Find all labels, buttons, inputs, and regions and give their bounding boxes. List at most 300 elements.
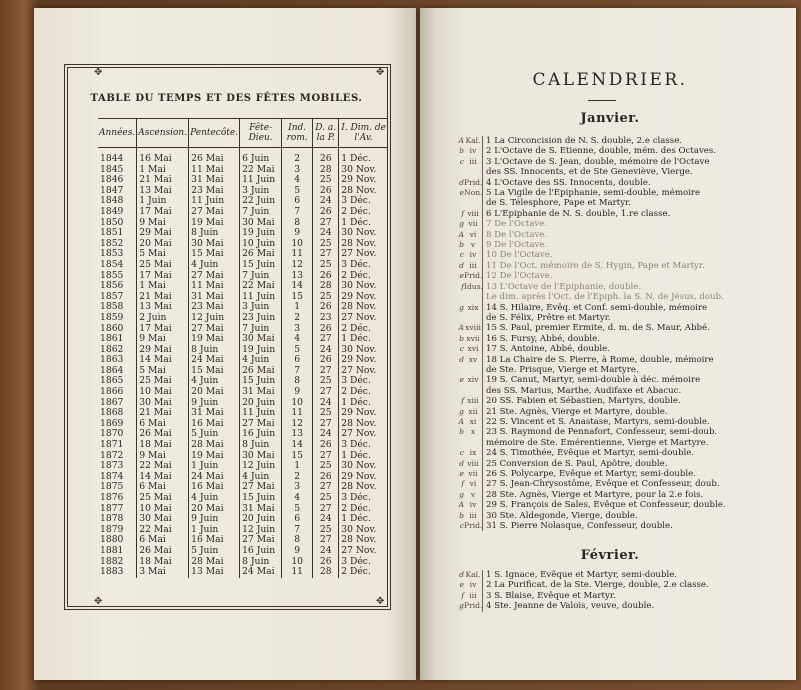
table-cell: 9 Mai (137, 334, 189, 345)
entry-text: 5 La Vigile de l'Épiphanie, semi-double, mémoire (486, 188, 701, 199)
table-cell: 30 Mai (240, 334, 282, 345)
calendar-entry (450, 479, 771, 489)
table-cell: 27 Mai (189, 207, 240, 218)
entry-text: 27 S. Jean-Chrysostôme, Évêque et Confesseur, doub. (486, 479, 720, 490)
column-header: D. a. la P. (313, 119, 339, 148)
table-cell: 7 Juin (240, 207, 282, 218)
table-cell: 11 Mai (189, 165, 240, 176)
table-cell: 5 Mai (137, 249, 189, 260)
dominical-letter: c (459, 156, 464, 166)
column-header: Années. (98, 119, 137, 148)
table-cell: 28 Nov. (339, 482, 388, 493)
corner-ornament-icon: ✥ (94, 67, 103, 78)
roman-day: xiii (464, 396, 483, 406)
table-body (98, 148, 388, 578)
table-cell: 4 Juin (240, 355, 282, 366)
table-cell: 1 Déc. (339, 148, 388, 165)
dominical-letter (450, 438, 464, 448)
table-cell: 6 Mai (137, 419, 189, 430)
table-cell: 27 Mai (240, 482, 282, 493)
table-cell: 3 Déc. (339, 493, 388, 504)
roman-day (464, 313, 483, 323)
roman-day: vi (464, 479, 483, 489)
entry-text: 15 S. Paul, premier Ermite, d. m. de S. Maur, Abbé. (486, 323, 710, 334)
table-cell: 27 (313, 535, 339, 546)
table-cell: 8 Juin (240, 557, 282, 568)
roman-day: ix (464, 448, 483, 458)
table-cell: 1880 (100, 534, 124, 546)
table-cell: 1869 (100, 417, 124, 429)
table-cell: 21 Mai (137, 292, 189, 303)
table-cell: 1 (282, 302, 313, 313)
roman-day: Prid. (464, 521, 483, 531)
table-cell: 12 (282, 419, 313, 430)
table-cell: 1860 (100, 322, 124, 334)
table-cell: 26 (313, 440, 339, 451)
table-cell: 26 (313, 557, 339, 568)
table-cell: 31 Mai (189, 292, 240, 303)
table-cell: 29 Mai (137, 228, 189, 239)
dominical-letter: g (459, 406, 464, 416)
table-cell: 16 Mai (189, 535, 240, 546)
table-cell: 29 Nov. (339, 355, 388, 366)
dominical-letter (450, 167, 464, 177)
table-cell: 24 Mai (189, 355, 240, 366)
table-cell: 11 Juin (240, 408, 282, 419)
table-cell: 2 (282, 148, 313, 165)
table-cell: 24 (313, 196, 339, 207)
corner-ornament-icon: ✥ (376, 596, 385, 607)
entry-text: des SS. Innocents, et de Ste Geneviève, Vierge. (486, 167, 693, 178)
calendar-entry (450, 178, 771, 188)
entry-text: 14 S. Hilaire, Évêq. et Conf. semi-double, mémoire (486, 302, 708, 313)
entry-text: 7 De l'Octave. (486, 219, 548, 230)
dominical-letter: g (459, 601, 464, 611)
table-cell: 3 (282, 165, 313, 176)
table-cell: 10 Juin (240, 239, 282, 250)
dominical-letter: b (459, 240, 464, 250)
table-cell: 25 (313, 525, 339, 536)
table-cell: 25 (313, 239, 339, 250)
table-cell: 27 (313, 504, 339, 515)
table-cell: 30 Nov. (339, 281, 388, 292)
table-cell: 1872 (100, 449, 124, 461)
table-cell: 24 (313, 546, 339, 557)
table-cell: 28 Nov. (339, 535, 388, 546)
table-cell: 22 Mai (240, 165, 282, 176)
table-cell: 16 Juin (240, 546, 282, 557)
table-cell: 10 (282, 557, 313, 568)
roman-day (464, 365, 483, 375)
table-cell: 25 Mai (137, 260, 189, 271)
calendar-entry (450, 365, 771, 375)
entry-text: 2 L'Octave de S. Étienne, double, mém. des Octaves. (486, 146, 717, 157)
table-cell: 9 Mai (137, 218, 189, 229)
dominical-letter: A (458, 500, 464, 510)
entry-text: 10 De l'Octave. (486, 250, 553, 261)
entry-text: 30 Ste. Aldegonde, Vierge, double. (486, 510, 638, 521)
table-cell: 28 Mai (189, 557, 240, 568)
table-cell: 31 Mai (189, 175, 240, 186)
table-cell: 7 (282, 207, 313, 218)
table-cell: 27 Mai (240, 535, 282, 546)
dominical-letter: A (458, 323, 464, 333)
table-cell: 1883 (100, 566, 124, 578)
table-cell: 1 Déc. (339, 514, 388, 525)
roman-day: iii (464, 591, 483, 601)
table-row (98, 546, 388, 557)
table-cell: 1848 (100, 195, 124, 207)
table-cell: 15 Juin (240, 493, 282, 504)
table-cell: 22 Mai (137, 461, 189, 472)
table-cell: 1850 (100, 216, 124, 228)
table-cell: 26 (313, 472, 339, 483)
roman-day: xi (464, 417, 483, 427)
table-cell: 25 (313, 408, 339, 419)
table-cell: 2 Déc. (339, 207, 388, 218)
calendar-entry (450, 282, 771, 292)
dominical-letter: d (459, 458, 464, 468)
roman-day (464, 292, 483, 302)
table-cell: 8 Juin (240, 440, 282, 451)
table-row (98, 148, 388, 165)
calendar-entry (450, 355, 771, 365)
table-cell: 6 Mai (137, 482, 189, 493)
table-cell: 23 Mai (189, 302, 240, 313)
table-cell: 30 Mai (189, 239, 240, 250)
table-cell: 28 Nov. (339, 186, 388, 197)
calendar-entry (450, 375, 771, 385)
table-cell: 26 Mai (189, 148, 240, 165)
table-cell: 1878 (100, 513, 124, 525)
dominical-letter: e (459, 271, 464, 281)
table-cell: 8 (282, 535, 313, 546)
table-cell: 3 Déc. (339, 440, 388, 451)
table-cell: 6 Juin (240, 148, 282, 165)
table-cell: 19 Juin (240, 345, 282, 356)
table-cell: 16 Juin (240, 429, 282, 440)
table-cell: 13 (282, 429, 313, 440)
table-cell: 1853 (100, 248, 124, 260)
table-cell: 1868 (100, 407, 124, 419)
column-header: Pentecôte. (189, 119, 240, 148)
dominical-letter: d (459, 570, 464, 579)
dominical-letter: A (458, 416, 464, 426)
table-cell: 3 Déc. (339, 376, 388, 387)
table-cell: 23 (313, 313, 339, 324)
dominical-letter: b (459, 427, 464, 437)
table-cell: 20 Mai (189, 504, 240, 515)
january-entries (450, 136, 771, 531)
entry-text: 26 S. Polycarpe, Évêque et Martyr, semi-double. (486, 469, 696, 479)
calendar-entry (450, 570, 771, 580)
column-header: Fête-Dieu. (240, 119, 282, 148)
roman-day: Prid. (464, 601, 483, 611)
table-cell: 1857 (100, 290, 124, 302)
table-cell: 1 Mai (137, 281, 189, 292)
dominical-letter: f (461, 479, 464, 489)
entry-text: 23 S. Raymond de Pennafort, Confesseur, semi-doub. (486, 427, 718, 438)
table-cell: 3 Mai (137, 567, 189, 578)
calendar-entry (450, 591, 771, 601)
calendar-entry (450, 601, 771, 611)
table-cell: 9 Juin (189, 398, 240, 409)
roman-day: vii (464, 469, 483, 479)
table-cell: 1847 (100, 184, 124, 196)
table-cell: 24 (313, 429, 339, 440)
table-cell: 3 Juin (240, 302, 282, 313)
table-cell: 29 Mai (137, 345, 189, 356)
table-cell: 20 Juin (240, 514, 282, 525)
calendar-entry (450, 240, 771, 250)
table-cell: 4 Juin (240, 472, 282, 483)
table-cell: 27 (313, 419, 339, 430)
table-cell: 13 (282, 271, 313, 282)
table-cell: 2 (282, 472, 313, 483)
table-cell: 16 Mai (189, 419, 240, 430)
calendar-entry (450, 136, 771, 146)
table-cell: 27 Nov. (339, 249, 388, 260)
table-cell: 27 Mai (240, 419, 282, 430)
table-cell: 26 (313, 302, 339, 313)
roman-day: xvii (464, 334, 483, 344)
table-cell: 1851 (100, 227, 124, 239)
calendar-entry (450, 386, 771, 396)
table-cell: 10 Mai (137, 387, 189, 398)
table-cell: 1876 (100, 492, 124, 503)
table-cell: 4 (282, 334, 313, 345)
table-cell: 25 (313, 461, 339, 472)
table-cell: 1863 (100, 354, 124, 366)
table-cell: 26 (313, 355, 339, 366)
table-cell: 14 Mai (137, 472, 189, 483)
table-cell: 2 Juin (137, 313, 189, 324)
table-cell: 24 (313, 228, 339, 239)
table-cell: 26 (313, 186, 339, 197)
calendar-entry (450, 500, 771, 510)
movable-feasts-table (98, 118, 388, 578)
roman-day: xviii (464, 323, 483, 333)
table-cell: 30 Nov. (339, 345, 388, 356)
table-cell: 21 Mai (137, 175, 189, 186)
table-cell: 15 Mai (189, 366, 240, 377)
table-cell: 22 Mai (240, 281, 282, 292)
calendar-entry (450, 313, 771, 323)
calendar-entry (450, 417, 771, 427)
table-cell: 30 Nov. (339, 228, 388, 239)
table-cell: 15 (282, 451, 313, 462)
calendar-title: CALENDRIER. (532, 70, 688, 90)
table-cell: 5 (282, 186, 313, 197)
table-cell: 5 (282, 504, 313, 515)
table-cell: 3 (282, 482, 313, 493)
entry-text: 21 Ste. Agnès, Vierge et Martyre, double. (486, 406, 668, 417)
entry-text: 12 De l'Octave. (486, 271, 553, 282)
table-cell: 17 Mai (137, 207, 189, 218)
table-cell: 30 Mai (240, 218, 282, 229)
table-cell: 17 Mai (137, 324, 189, 335)
entry-text: 13 L'Octave de l'Épiphanie, double. (486, 281, 642, 292)
table-cell: 3 Déc. (339, 196, 388, 207)
table-cell: 1 (282, 461, 313, 472)
table-cell: 7 Juin (240, 271, 282, 282)
table-cell: 25 (313, 260, 339, 271)
roman-day: iii (464, 157, 483, 167)
roman-day: vii (464, 219, 483, 229)
table-cell: 7 (282, 366, 313, 377)
table-cell: 28 (313, 281, 339, 292)
entry-text: 24 S. Timothée, Évêque et Martyr, semi-double. (486, 448, 695, 459)
table-cell: 11 Mai (189, 281, 240, 292)
dominical-letter: A (458, 229, 464, 239)
roman-day (464, 386, 483, 396)
table-cell: 24 Mai (240, 567, 282, 578)
entry-text: 9 De l'Octave. (486, 240, 548, 251)
calendar-entry (450, 209, 771, 219)
calendar-entry (450, 448, 771, 458)
table-cell: 1859 (100, 311, 124, 323)
table-cell: 25 (313, 376, 339, 387)
table-cell: 28 Nov. (339, 239, 388, 250)
roman-day: xvi (464, 344, 483, 354)
table-cell: 15 (282, 292, 313, 303)
table-cell: 19 Mai (189, 451, 240, 462)
table-cell: 1873 (100, 460, 124, 472)
table-cell: 9 Juin (189, 514, 240, 525)
dominical-letter: f (461, 396, 464, 406)
entry-text: 3 L'Octave de S. Jean, double, mémoire de l'Octave (486, 156, 710, 167)
table-cell: 11 (282, 249, 313, 260)
calendar-entry (450, 407, 771, 417)
roman-day: Kal. (464, 570, 483, 580)
roman-day: xiv (464, 375, 483, 385)
entry-text: de S. Télesphore, Pape et Martyr. (486, 198, 631, 209)
table-cell: 1 Juin (137, 196, 189, 207)
table-cell: 11 Juin (189, 196, 240, 207)
dominical-letter: b (459, 146, 464, 156)
table-cell: 29 Nov. (339, 408, 388, 419)
table-cell: 3 Déc. (339, 557, 388, 568)
roman-day: xix (464, 303, 483, 313)
table-cell: 27 Mai (189, 271, 240, 282)
dominical-letter: g (459, 302, 464, 312)
entry-text: 3 S. Blaise, Évêque et Martyr. (486, 590, 616, 601)
calendar-entry (450, 250, 771, 260)
february-entries (450, 570, 771, 612)
table-cell: 3 (282, 324, 313, 335)
table-cell: 14 Mai (137, 355, 189, 366)
table-cell: 26 (313, 207, 339, 218)
dominical-letter: e (459, 469, 464, 478)
table-cell: 29 Nov. (339, 175, 388, 186)
table-cell: 28 Mai (189, 440, 240, 451)
table-cell: 1866 (100, 386, 124, 398)
table-cell: 27 Nov. (339, 546, 388, 557)
entry-text: 17 S. Antoine, Abbé, double. (486, 344, 610, 355)
table-cell: 27 Mai (189, 324, 240, 335)
table-cell: 31 Mai (240, 387, 282, 398)
table-cell: 2 Déc. (339, 271, 388, 282)
table-cell: 9 (282, 546, 313, 557)
calendar-entry (450, 188, 771, 198)
dominical-letter (450, 292, 464, 302)
calendar-entry (450, 292, 771, 302)
table-cell: 1 Juin (189, 525, 240, 536)
table-cell: 31 Mai (240, 504, 282, 515)
table-cell: 30 Nov. (339, 165, 388, 176)
table-cell: 6 (282, 514, 313, 525)
table-row (98, 493, 388, 504)
month-heading-fevrier: Février. (580, 548, 640, 563)
table-cell: 14 (282, 281, 313, 292)
table-cell: 25 (313, 292, 339, 303)
table-cell: 18 Mai (137, 557, 189, 568)
roman-day: xii (464, 407, 483, 417)
table-cell: 10 Mai (137, 504, 189, 515)
calendar-entry (450, 580, 771, 590)
roman-day: Non. (464, 188, 483, 198)
table-cell: 1844 (100, 153, 124, 164)
table-cell: 17 Mai (137, 271, 189, 282)
table-cell: 5 Mai (137, 366, 189, 377)
table-cell: 22 Mai (137, 525, 189, 536)
table-cell: 11 Juin (240, 175, 282, 186)
table-cell: 15 Mai (189, 249, 240, 260)
table-cell: 1864 (100, 364, 124, 376)
table-cell: 13 Mai (137, 302, 189, 313)
table-cell: 11 (282, 408, 313, 419)
table-cell: 2 (282, 313, 313, 324)
entry-text: 25 Conversion de S. Paul, Apôtre, double. (486, 458, 668, 469)
roman-day (464, 438, 483, 448)
roman-day: v (464, 240, 483, 250)
dominical-letter: f (461, 281, 464, 291)
table-cell: 1852 (100, 237, 124, 249)
roman-day (464, 167, 483, 177)
dominical-letter: e (459, 375, 464, 385)
calendar-entry (450, 511, 771, 521)
table-cell: 24 (313, 398, 339, 409)
calendar-entry (450, 438, 771, 448)
calendar-entry (450, 167, 771, 177)
title-divider (588, 100, 616, 101)
table-cell: 16 Mai (189, 482, 240, 493)
calendar-entry (450, 396, 771, 406)
dominical-letter: c (459, 521, 464, 531)
entry-text: 19 S. Canut, Martyr, semi-double à déc. mémoire (486, 375, 701, 386)
calendar-entry (450, 459, 771, 469)
table-cell: 29 Nov. (339, 472, 388, 483)
table-cell: 27 Nov. (339, 366, 388, 377)
roman-day: viii (464, 459, 483, 469)
table-cell: 9 (282, 387, 313, 398)
table-cell: 12 (282, 260, 313, 271)
month-heading-janvier: Janvier. (580, 111, 640, 126)
table-header-row (98, 119, 388, 148)
table-cell: 11 Juin (240, 292, 282, 303)
table-cell: 6 (282, 196, 313, 207)
roman-day: xv (464, 355, 483, 365)
table-cell: 23 Juin (240, 313, 282, 324)
entry-text: 1 S. Ignace, Évêque et Martyr, semi-double. (486, 570, 678, 580)
dominical-letter: f (461, 208, 464, 218)
calendar-entry (450, 230, 771, 240)
entry-text: des SS. Marius, Marthe, Audifaxe et Abacuc. (486, 385, 682, 396)
roman-day: Idus. (464, 281, 484, 291)
table-cell: 1879 (100, 523, 124, 535)
table-cell: 1846 (100, 174, 124, 186)
table-cell: 30 Mai (137, 398, 189, 409)
